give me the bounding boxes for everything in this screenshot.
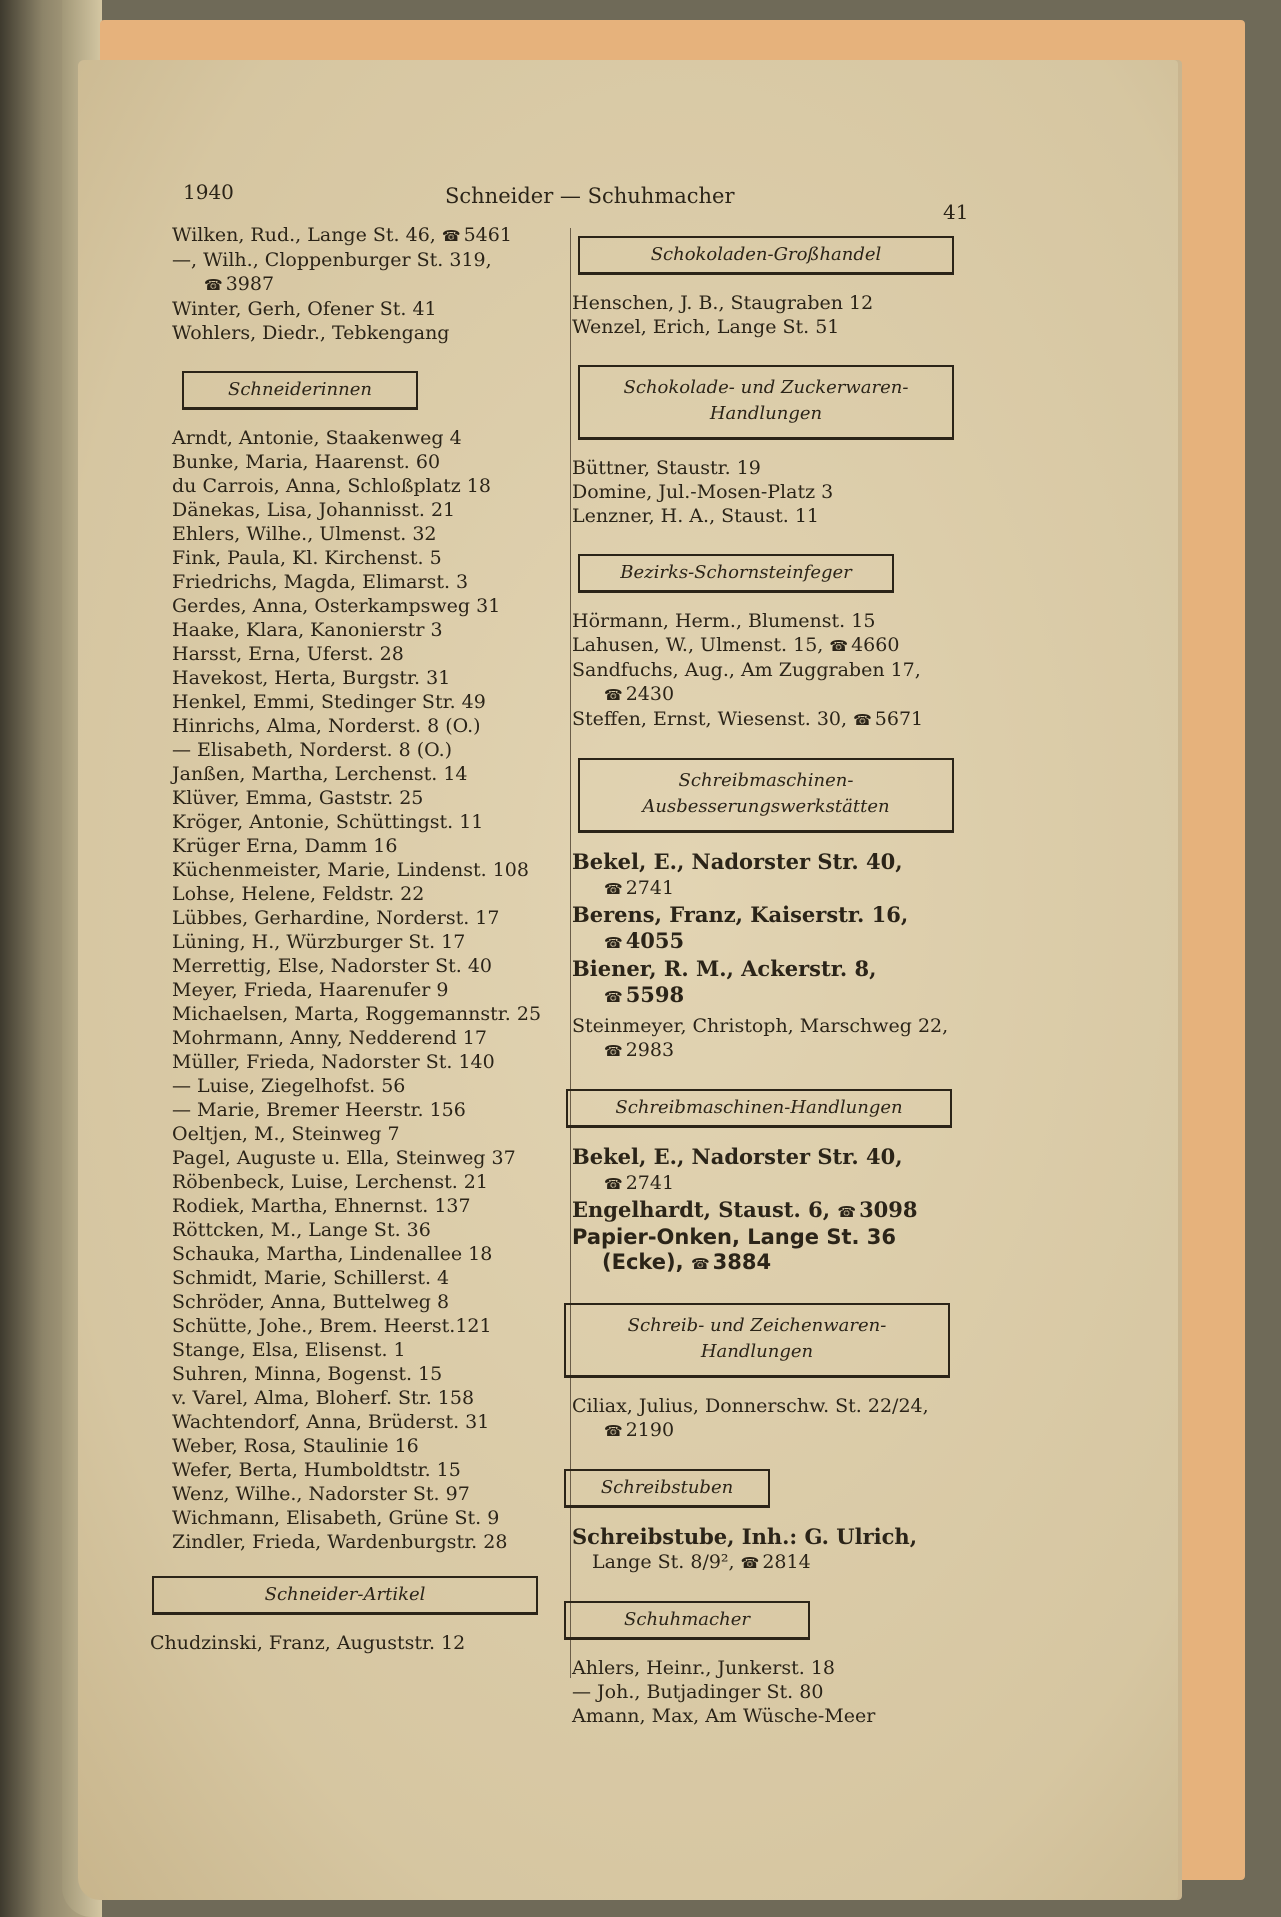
list-item: Hörmann, Herm., Blumenst. 15 — [572, 610, 876, 632]
list-item: Röbenbeck, Luise, Lerchenst. 21 — [172, 1171, 488, 1193]
header-title: Schneider — Schuhmacher — [445, 184, 735, 208]
list-item: Wilken, Rud., Lange St. 46, ☎ 5461 — [172, 224, 512, 246]
list-item: Wenzel, Erich, Lange St. 51 — [572, 316, 840, 338]
section-heading-schreibmaschinen-handlungen: Schreibmaschinen-Handlungen — [566, 1089, 952, 1128]
list-item: Meyer, Frieda, Haarenufer 9 — [172, 979, 449, 1001]
telephone-icon: ☎ — [853, 711, 872, 729]
list-item: Küchenmeister, Marie, Lindenst. 108 — [172, 859, 529, 881]
list-item: Amann, Max, Am Wüsche-Meer — [572, 1705, 876, 1727]
list-item: Lahusen, W., Ulmenst. 15, ☎ 4660 — [572, 634, 900, 656]
list-item: Schütte, Johe., Brem. Heerst.121 — [172, 1315, 492, 1337]
list-item: Büttner, Staustr. 19 — [572, 457, 761, 479]
list-item: v. Varel, Alma, Bloherf. Str. 158 — [172, 1387, 475, 1409]
section-heading-schornsteinfeger: Bezirks-Schornsteinfeger — [578, 554, 894, 593]
list-item: Bunke, Maria, Haarenst. 60 — [172, 451, 441, 473]
list-item: Harsst, Erna, Uferst. 28 — [172, 643, 404, 665]
list-item: Schauka, Martha, Lindenallee 18 — [172, 1243, 493, 1265]
schneiderinnen-list — [172, 426, 567, 1554]
section-heading-schreibmaschinen-ausbesserung: Schreibmaschinen- Ausbesserungswerkstätten — [578, 758, 954, 833]
list-item: Arndt, Antonie, Staakenweg 4 — [172, 427, 462, 449]
list-item: Krüger Erna, Damm 16 — [172, 835, 398, 857]
list-item: Papier-Onken, Lange St. 36 — [572, 1225, 896, 1249]
list-item: — Elisabeth, Norderst. 8 (O.) — [172, 739, 453, 761]
list-item: Mohrmann, Anny, Nedderend 17 — [172, 1027, 487, 1049]
header-page-number: 41 — [943, 200, 969, 224]
section-heading-schneider-artikel: Schneider-Artikel — [152, 1576, 538, 1615]
list-item: Henkel, Emmi, Stedinger Str. 49 — [172, 691, 486, 713]
list-item: Havekost, Herta, Burgstr. 31 — [172, 667, 451, 689]
list-item: (Ecke), ☎ 3884 — [602, 1250, 772, 1274]
list-item: Steinmeyer, Christoph, Marschweg 22, ☎ 2983 — [572, 1015, 949, 1061]
list-item: Wefer, Berta, Humboldtstr. 15 — [172, 1459, 461, 1481]
list-item: —, Wilh., Cloppenburger St. 319, ☎ 3987 — [172, 249, 492, 295]
telephone-icon: ☎ — [441, 227, 461, 245]
list-item: — Luise, Ziegelhofst. 56 — [172, 1075, 406, 1097]
column-divider — [570, 228, 571, 1678]
list-item: Domine, Jul.-Mosen-Platz 3 — [572, 481, 834, 503]
telephone-icon: ☎ — [837, 1203, 857, 1221]
left-column — [150, 223, 567, 1655]
list-item: Ciliax, Julius, Donnerschw. St. 22/24, ☎ 2190 — [572, 1395, 929, 1441]
list-item: Ehlers, Wilhe., Ulmenst. 32 — [172, 523, 437, 545]
section-heading-schokolade-zuckerwaren: Schokolade- und Zuckerwaren- Handlungen — [578, 365, 954, 440]
list-item: Bekel, E., Nadorster Str. 40, ☎ 2741 — [572, 1144, 903, 1194]
list-item: Schreibstube, Inh.: G. Ulrich, — [572, 1524, 918, 1549]
list-item: Kröger, Antonie, Schüttingst. 11 — [172, 811, 484, 833]
list-item: Biener, R. M., Ackerstr. 8, ☎ 5598 — [572, 956, 877, 1007]
list-item: — Marie, Bremer Heerstr. 156 — [172, 1099, 466, 1121]
list-item: Winter, Gerh, Ofener St. 41 — [172, 298, 437, 320]
right-column — [572, 232, 967, 1728]
telephone-icon: ☎ — [604, 686, 623, 704]
telephone-icon: ☎ — [204, 276, 223, 294]
list-item: Schröder, Anna, Buttelweg 8 — [172, 1291, 450, 1313]
list-item: Sandfuchs, Aug., Am Zuggraben 17, ☎ 2430 — [572, 659, 921, 705]
list-item: Lenzner, H. A., Staust. 11 — [572, 505, 820, 527]
list-item: Janßen, Martha, Lerchenst. 14 — [172, 763, 468, 785]
list-item: Chudzinski, Franz, Auguststr. 12 — [150, 1632, 466, 1654]
list-item: Rodiek, Martha, Ehnernst. 137 — [172, 1195, 471, 1217]
telephone-icon: ☎ — [604, 1042, 623, 1060]
list-item: Lohse, Helene, Feldstr. 22 — [172, 883, 425, 905]
list-item: Stange, Elsa, Elisenst. 1 — [172, 1339, 406, 1361]
list-item: Lübbes, Gerhardine, Norderst. 17 — [172, 907, 500, 929]
list-item: Zindler, Frieda, Wardenburgstr. 28 — [172, 1531, 508, 1553]
list-item: Henschen, J. B., Staugraben 12 — [572, 292, 874, 314]
list-item: Klüver, Emma, Gaststr. 25 — [172, 787, 424, 809]
list-item: Michaelsen, Marta, Roggemannstr. 25 — [172, 1003, 542, 1025]
list-item: Suhren, Minna, Bogenst. 15 — [172, 1363, 443, 1385]
list-item: Merrettig, Else, Nadorster St. 40 — [172, 955, 493, 977]
list-item: Bekel, E., Nadorster Str. 40, ☎ 2741 — [572, 849, 903, 899]
telephone-icon: ☎ — [740, 1554, 760, 1572]
telephone-icon: ☎ — [604, 988, 623, 1006]
list-item: Müller, Frieda, Nadorster St. 140 — [172, 1051, 495, 1073]
list-item: Steffen, Ernst, Wiesenst. 30, ☎ 5671 — [572, 708, 924, 730]
telephone-icon: ☎ — [604, 1175, 623, 1193]
header-year: 1940 — [183, 180, 234, 204]
telephone-icon: ☎ — [604, 934, 623, 952]
section-heading-schokoladen-grosshandel: Schokoladen-Großhandel — [578, 236, 954, 275]
section-heading-schneiderinnen: Schneiderinnen — [182, 371, 418, 410]
section-heading-zeichenwaren: Schreib- und Zeichenwaren- Handlungen — [564, 1303, 950, 1378]
list-item: Oeltjen, M., Steinweg 7 — [172, 1123, 400, 1145]
telephone-icon: ☎ — [829, 637, 849, 655]
list-item: Haake, Klara, Kanonierstr 3 — [172, 619, 443, 641]
section-heading-schuhmacher: Schuhmacher — [564, 1601, 810, 1640]
list-item: Wenz, Wilhe., Nadorster St. 97 — [172, 1483, 470, 1505]
list-item: Weber, Rosa, Staulinie 16 — [172, 1435, 419, 1457]
telephone-icon: ☎ — [690, 1255, 710, 1273]
page-header — [183, 180, 969, 224]
list-item: Gerdes, Anna, Osterkampsweg 31 — [172, 595, 501, 617]
section-heading-schreibstuben: Schreibstuben — [564, 1469, 770, 1508]
telephone-icon: ☎ — [604, 880, 623, 898]
list-item: du Carrois, Anna, Schloßplatz 18 — [172, 475, 491, 497]
list-item: Hinrichs, Alma, Norderst. 8 (O.) — [172, 715, 481, 737]
list-item: Wichmann, Elisabeth, Grüne St. 9 — [172, 1507, 500, 1529]
list-item: Lange St. 8/9², ☎ 2814 — [592, 1551, 811, 1573]
list-item: Pagel, Auguste u. Ella, Steinweg 37 — [172, 1147, 516, 1169]
list-item: Berens, Franz, Kaiserstr. 16, ☎ 4055 — [572, 902, 909, 953]
list-item: Schmidt, Marie, Schillerst. 4 — [172, 1267, 450, 1289]
list-item: Ahlers, Heinr., Junkerst. 18 — [572, 1657, 836, 1679]
list-item: Wachtendorf, Anna, Brüderst. 31 — [172, 1411, 490, 1433]
list-item: Friedrichs, Magda, Elimarst. 3 — [172, 571, 469, 593]
list-item: Röttcken, M., Lange St. 36 — [172, 1219, 431, 1241]
list-item: Lüning, H., Würzburger St. 17 — [172, 931, 466, 953]
list-item: Engelhardt, Staust. 6, ☎ 3098 — [572, 1197, 918, 1222]
list-item: Dänekas, Lisa, Johannisst. 21 — [172, 499, 456, 521]
list-item: Fink, Paula, Kl. Kirchenst. 5 — [172, 547, 442, 569]
list-item: — Joh., Butjadinger St. 80 — [572, 1681, 824, 1703]
list-item: Wohlers, Diedr., Tebkengang — [172, 322, 450, 344]
telephone-icon: ☎ — [604, 1422, 623, 1440]
